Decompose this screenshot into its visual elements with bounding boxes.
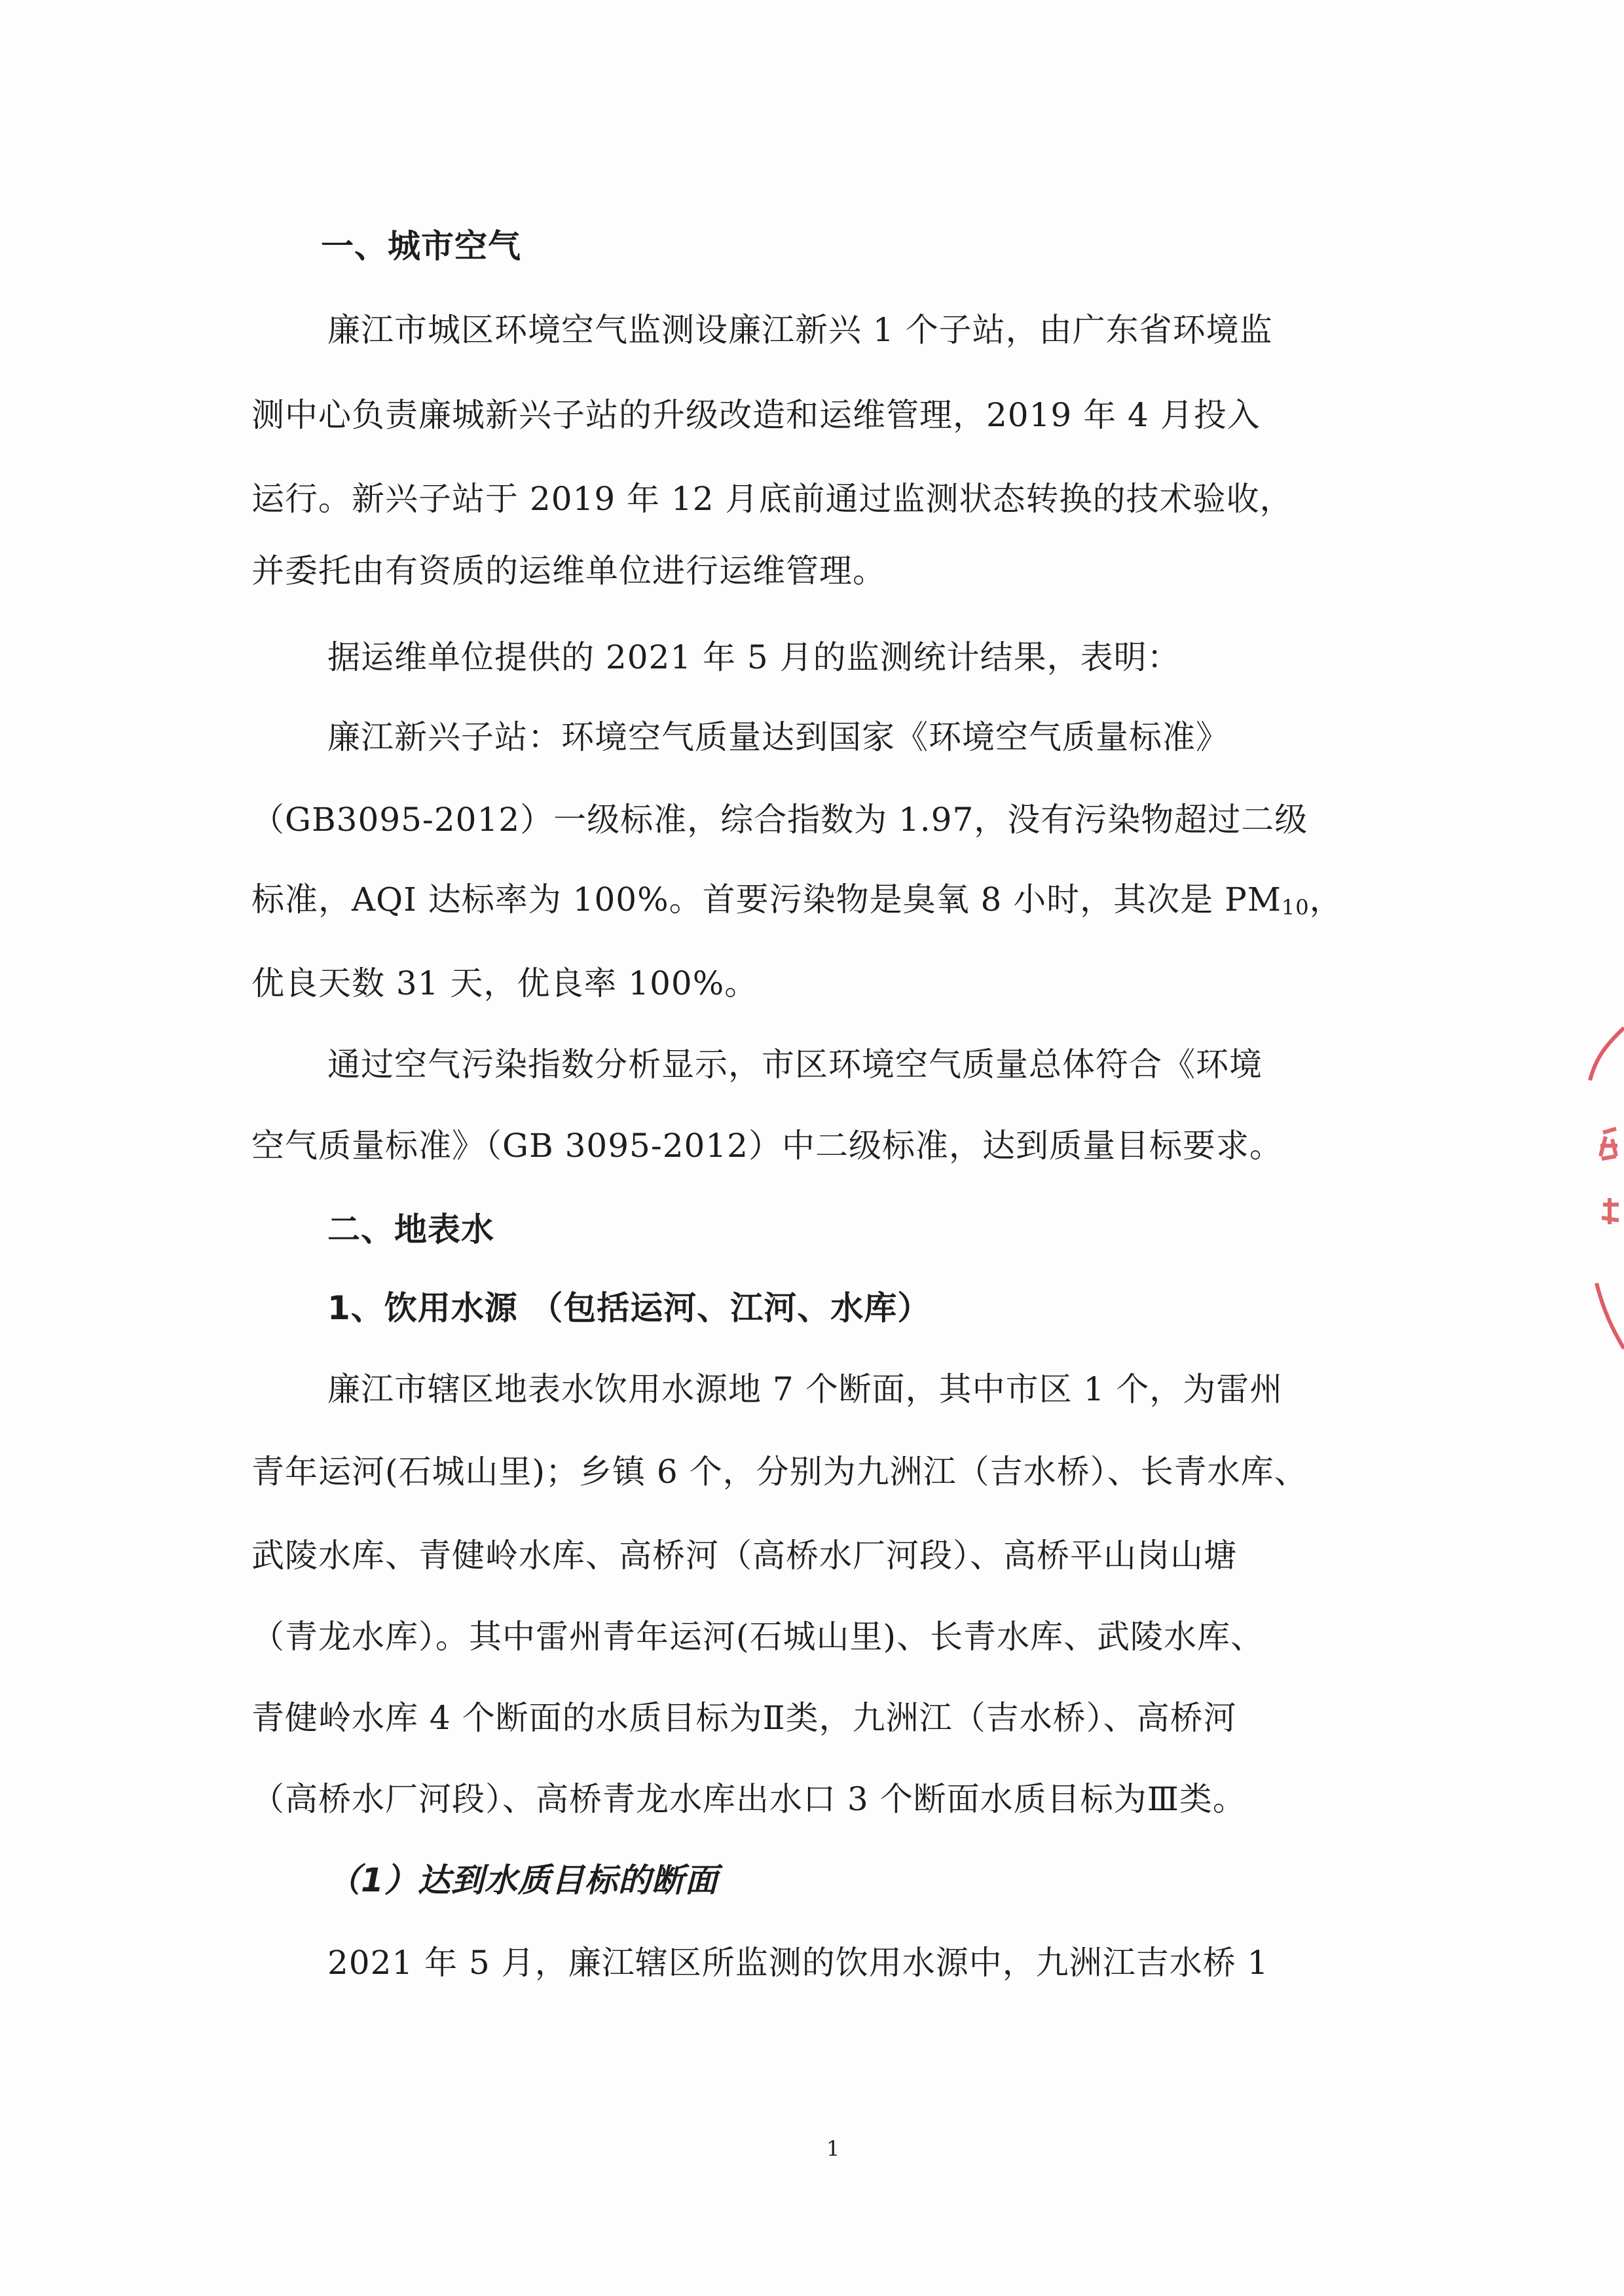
paragraph-line: 武陵水库、青健岭水库、高桥河（高桥水厂河段）、高桥平山岗山塘 xyxy=(251,1537,1237,1575)
paragraph-line: 廉江新兴子站：环境空气质量达到国家《环境空气质量标准》 xyxy=(327,718,1229,756)
paragraph-line: 2021 年 5 月，廉江辖区所监测的饮用水源中，九洲江吉水桥 1 xyxy=(327,1944,1269,1982)
subsection-heading-met-targets: （1）达到水质目标的断面 xyxy=(327,1861,718,1899)
paragraph-line: 青健岭水库 4 个断面的水质目标为Ⅱ类，九洲江（吉水桥）、高桥河 xyxy=(251,1699,1237,1737)
paragraph-line: 青年运河(石城山里)；乡镇 6 个，分别为九洲江（吉水桥）、长青水库、 xyxy=(251,1453,1308,1491)
seal-stamp-icon xyxy=(1583,1021,1624,1362)
red-seal-stamp-fragment xyxy=(1583,1021,1624,1362)
paragraph-line: 空气质量标准》（GB 3095-2012）中二级标准，达到质量目标要求。 xyxy=(251,1127,1283,1165)
subsection-heading-drinking-water: 1、饮用水源 （包括运河、江河、水库） xyxy=(327,1289,931,1327)
paragraph-line: 廉江市城区环境空气监测设廉江新兴 1 个子站，由广东省环境监 xyxy=(327,311,1273,349)
paragraph-line: 并委托由有资质的运维单位进行运维管理。 xyxy=(251,552,886,590)
section-heading-surface-water: 二、地表水 xyxy=(327,1211,494,1248)
paragraph-text: 标准，AQI 达标率为 100%。首要污染物是臭氧 8 小时，其次是 PM xyxy=(251,881,1282,919)
paragraph-line: 廉江市辖区地表水饮用水源地 7 个断面，其中市区 1 个，为雷州 xyxy=(327,1370,1283,1408)
subscript-10: 10 xyxy=(1281,895,1310,920)
paragraph-line: （高桥水厂河段）、高桥青龙水库出水口 3 个断面水质目标为Ⅲ类。 xyxy=(251,1780,1246,1818)
paragraph-line: 通过空气污染指数分析显示，市区环境空气质量总体符合《环境 xyxy=(327,1046,1263,1084)
paragraph-line: （青龙水库）。其中雷州青年运河(石城山里)、长青水库、武陵水库、 xyxy=(251,1618,1264,1656)
paragraph-line: （GB3095-2012）一级标准，综合指数为 1.97，没有污染物超过二级 xyxy=(251,801,1308,839)
page-number: 1 xyxy=(826,2136,840,2161)
paragraph-text: ， xyxy=(1309,881,1343,919)
paragraph-line xyxy=(251,879,1343,920)
paragraph-line: 据运维单位提供的 2021 年 5 月的监测统计结果，表明： xyxy=(327,638,1181,676)
section-heading-city-air: 一、城市空气 xyxy=(321,227,521,265)
paragraph-line: 运行。新兴子站于 2019 年 12 月底前通过监测状态转换的技术验收， xyxy=(251,480,1293,518)
paragraph-line: 测中心负责廉城新兴子站的升级改造和运维管理，2019 年 4 月投入 xyxy=(251,396,1261,434)
paragraph-line: 优良天数 31 天，优良率 100%。 xyxy=(251,964,758,1002)
